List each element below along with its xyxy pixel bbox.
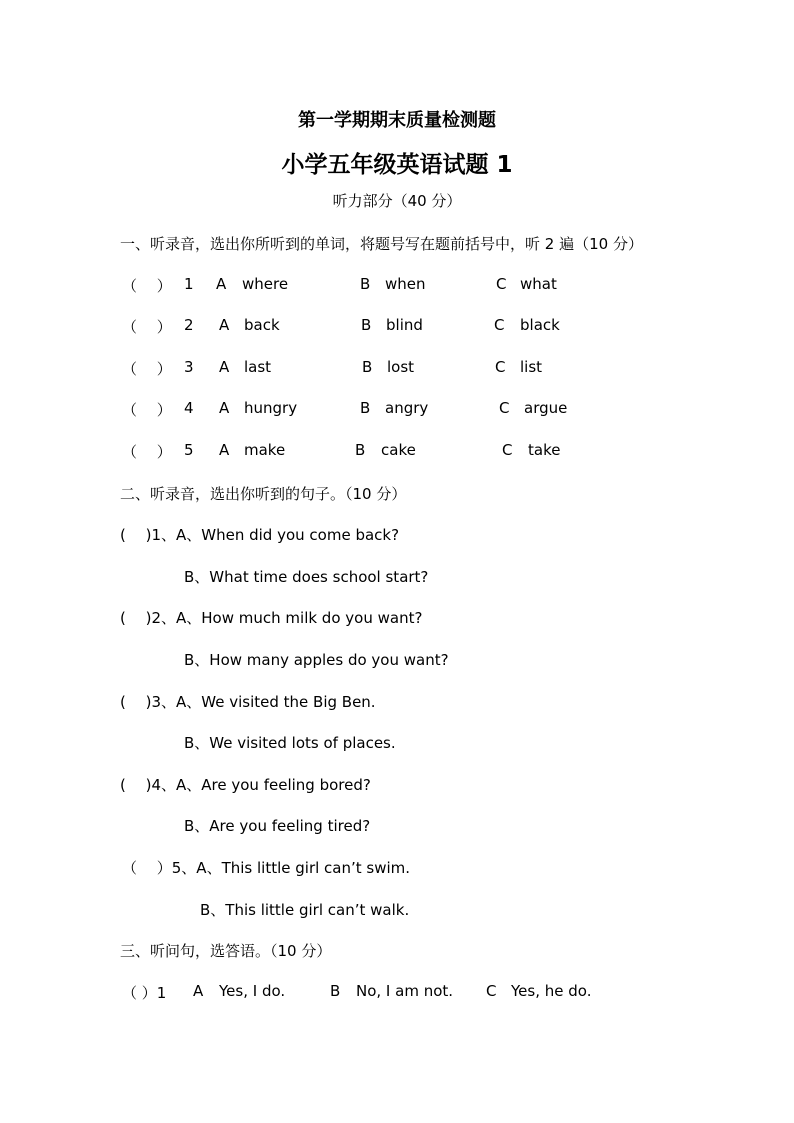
option-c-letter: C: [496, 275, 507, 293]
sentence-option-a: ( )3、A、We visited the Big Ben.: [120, 693, 376, 711]
sentence-option-b: B、We visited lots of places.: [184, 734, 396, 752]
option-c-word: argue: [524, 399, 568, 417]
option-c-text: Yes, he do.: [511, 982, 592, 1000]
sentence-option-a: ( )4、A、Are you feeling bored?: [120, 776, 371, 794]
item-number: 2: [184, 316, 194, 334]
option-a-word: where: [242, 275, 289, 293]
answer-paren: （ ）: [122, 277, 172, 295]
option-a-word: back: [244, 316, 280, 334]
section3-heading: 三、听问句，选答语。（10 分）: [120, 942, 332, 960]
option-c-word: what: [520, 275, 557, 293]
option-b-word: blind: [386, 316, 423, 334]
answer-paren: （ ）: [122, 360, 172, 378]
option-c-letter: C: [502, 441, 513, 459]
option-b-word: angry: [385, 399, 429, 417]
exam-title-small: 第一学期期末质量检测题: [298, 110, 496, 131]
sentence-option-b: B、This little girl can’t walk.: [200, 901, 410, 919]
item-number: 5: [184, 441, 194, 459]
option-c-word: black: [520, 316, 560, 334]
option-b-text: No, I am not.: [356, 982, 454, 1000]
option-a-letter: A: [219, 358, 230, 376]
item-number: 3: [184, 358, 194, 376]
sentence-option-a: ( )2、A、How much milk do you want?: [120, 609, 423, 627]
sentence-option-a: ( )1、A、When did you come back?: [120, 526, 400, 544]
option-c-word: list: [520, 358, 543, 376]
option-b-word: when: [385, 275, 426, 293]
section1-heading: 一、听录音，选出你所听到的单词，将题号写在题前括号中，听 2 遍（10 分）: [120, 235, 643, 253]
option-b-word: cake: [381, 441, 416, 459]
sentence-option-b: B、What time does school start?: [184, 568, 429, 586]
answer-paren: （ ）: [122, 318, 172, 336]
option-a-letter: A: [219, 399, 230, 417]
section2-heading: 二、听录音，选出你听到的句子。（10 分）: [120, 485, 407, 503]
answer-paren: （ ）1: [122, 984, 167, 1002]
option-b-word: lost: [387, 358, 415, 376]
sentence-option-b: B、How many apples do you want?: [184, 651, 449, 669]
item-number: 4: [184, 399, 194, 417]
option-c-letter: C: [499, 399, 510, 417]
option-a-letter: A: [216, 275, 227, 293]
option-a-word: last: [244, 358, 272, 376]
option-a-letter: A: [193, 982, 204, 1000]
exam-title-main: 小学五年级英语试题 1: [281, 152, 513, 178]
answer-paren: （ ）: [122, 401, 172, 419]
option-b-letter: B: [355, 441, 366, 459]
option-a-text: Yes, I do.: [219, 982, 286, 1000]
option-a-letter: A: [219, 316, 230, 334]
listening-subtitle: 听力部分（40 分）: [332, 192, 462, 210]
sentence-option-b: B、Are you feeling tired?: [184, 817, 371, 835]
option-a-word: make: [244, 441, 286, 459]
option-b-letter: B: [330, 982, 341, 1000]
option-c-letter: C: [495, 358, 506, 376]
answer-paren: （ ）: [122, 443, 172, 461]
option-c-letter: C: [494, 316, 505, 334]
sentence-option-a: （ ）5、A、This little girl can’t swim.: [122, 859, 411, 877]
option-b-letter: B: [362, 358, 373, 376]
option-c-word: take: [528, 441, 561, 459]
item-number: 1: [184, 275, 194, 293]
option-a-letter: A: [219, 441, 230, 459]
option-b-letter: B: [360, 399, 371, 417]
option-c-letter: C: [486, 982, 497, 1000]
option-b-letter: B: [361, 316, 372, 334]
option-a-word: hungry: [244, 399, 298, 417]
option-b-letter: B: [360, 275, 371, 293]
